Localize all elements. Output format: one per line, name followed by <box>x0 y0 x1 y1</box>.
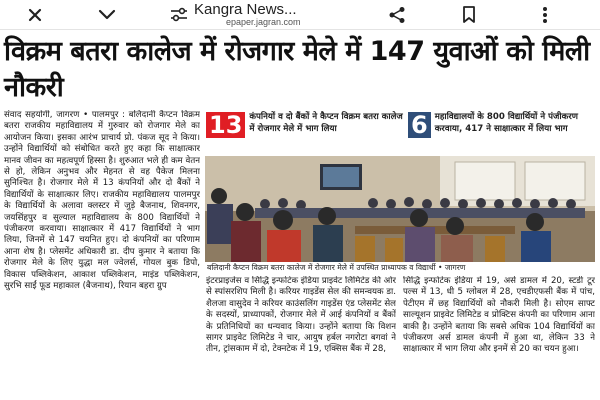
article-body-middle: इंटरप्राइजेस व सिद्धि इन्फोटेक इंडिया प्राइवेट लिमिटेड की ओर से स्पांसरशिप मिली है। करियर गाइडेंस सेल की समन्वयक डा. शैलजा वासुदेव ने करियर काउंसलिंग गाइडेंस एंड प्लेसमेंट सेल के सदस्यों, प्राध्यापकों, रोजगार मेले में आई कंपनियों व बैंकों के प्रतिनिधियों का धन्यवाद किया। उन्होंने बताया कि विशन सागर प्राइवेट लिमिटेड ने चार, आयुष हर्बल नगरोटा बगवां ने तीन, ट्रांसकाम में दो, टेक्नटेक में 19, एक्सिस बैंक में 28, <box>206 276 396 355</box>
browser-toolbar <box>0 0 600 30</box>
highlight-text: कंपनियों व दो बैंकों ने कैप्टन विक्रम बतरा कालेज में रोजगार मेले में भाग लिया <box>249 112 403 134</box>
highlight-text: महाविद्यालयों के 800 विद्यार्थियों ने पंजीकरण करवाया, 417 ने साक्षात्कार में लिया भाग <box>434 112 578 134</box>
page-title: Kangra News... <box>194 1 297 18</box>
highlight-number: 6 <box>408 112 431 138</box>
chevron-down-icon[interactable] <box>96 4 118 26</box>
highlight-box-colleges <box>408 112 596 156</box>
page-url[interactable]: epaper.jagran.com <box>226 17 301 27</box>
highlight-box-companies <box>206 112 404 156</box>
article-body-left: संवाद सहयोगी, जागरण • पालमपुर : बलिदानी कैप्टन विक्रम बतरा राजकीय महाविद्यालय में गुरुवार को रोजगार मेले का आयोजन किया। इसका आरंभ प्राचार्य प्रो. पंकज सूद ने किया। उन्होंने विद्यार्थियों को संबोधित करते हुए कहा कि साक्षात्कार मानव जीवन का महत्वपूर्ण हिस्सा है। शुरुआत भले ही कम वेतन से हो, लेकिन अनुभव और मेहनत से वह पैकेज मिलना सुनिश्चित है। रोजगार मेले में 13 कंपनियों और दो बैंकों ने विद्यार्थियों के साक्षात्कार लिए। राजकीय महाविद्यालय पालमपुर के विद्यार्थियों के अलावा क्लस्टर में जुड़े बैजनाथ, शिवनगर, जयसिंहपुर व सुल्याल महाविद्यालय के 800 विद्यार्थियों ने पंजीकरण करवाया। साक्षात्कार में 417 विद्यार्थियों ने भाग लिया, जिनमें से 147 चयनित हुए। दो कंपनियों का परिणाम आना शेष है। प्लेसमेंट अधिकारी डा. दीप कुमार ने बताया कि रोजगार मेले के लिए युद्धा मल ज्वेलर्स, गोयल बुक डिपो, विकास पब्लिकेशन, आकाश पब्लिकेशन, माइंड पब्लिकेशन, सुरभि साईं फूड महाकाल (बैजनाथ), रियान बहरा ग्रुप <box>4 110 200 292</box>
photo-caption: बलिदानी कैप्टन विक्रम बतरा कालेज में रोजगार मेले में उपस्थित प्राध्यापक व विद्यार्थी • जागरण <box>207 263 466 272</box>
article-body-right: सिद्धि इन्फोटेक इंडिया में 19, अर्स डामल में 20, स्टडी टूर पल्स में 13, धी 5 ग्लोबल में 28, एचडीएफसी बैंक में पांच, पेटीएम में छह विद्यार्थियों को नौकरी मिली है। सोएम साफ्ट साल्यूशन प्राइवेट लिमिटेड व प्रोक्टिस कंपनी का परिणाम आना बाकी है। उन्होंने बताया कि सबसे अधिक 104 विद्यार्थियों का पंजीकरण अर्स डामल कंपनी में हुआ था, लेकिन 33 ने साक्षात्कार में भाग लिया और इनमें से 20 का चयन हुआ। <box>403 276 595 355</box>
share-icon[interactable] <box>386 4 408 26</box>
highlight-number: 13 <box>206 112 245 138</box>
bookmark-icon[interactable] <box>458 4 480 26</box>
tune-icon[interactable] <box>168 4 190 26</box>
more-vert-icon[interactable] <box>534 4 556 26</box>
article-headline: विक्रम बतरा कालेज में रोजगार मेले में 147 युवाओं को मिली नौकरी <box>4 36 590 103</box>
article-photo <box>205 156 595 262</box>
close-icon[interactable] <box>24 4 46 26</box>
